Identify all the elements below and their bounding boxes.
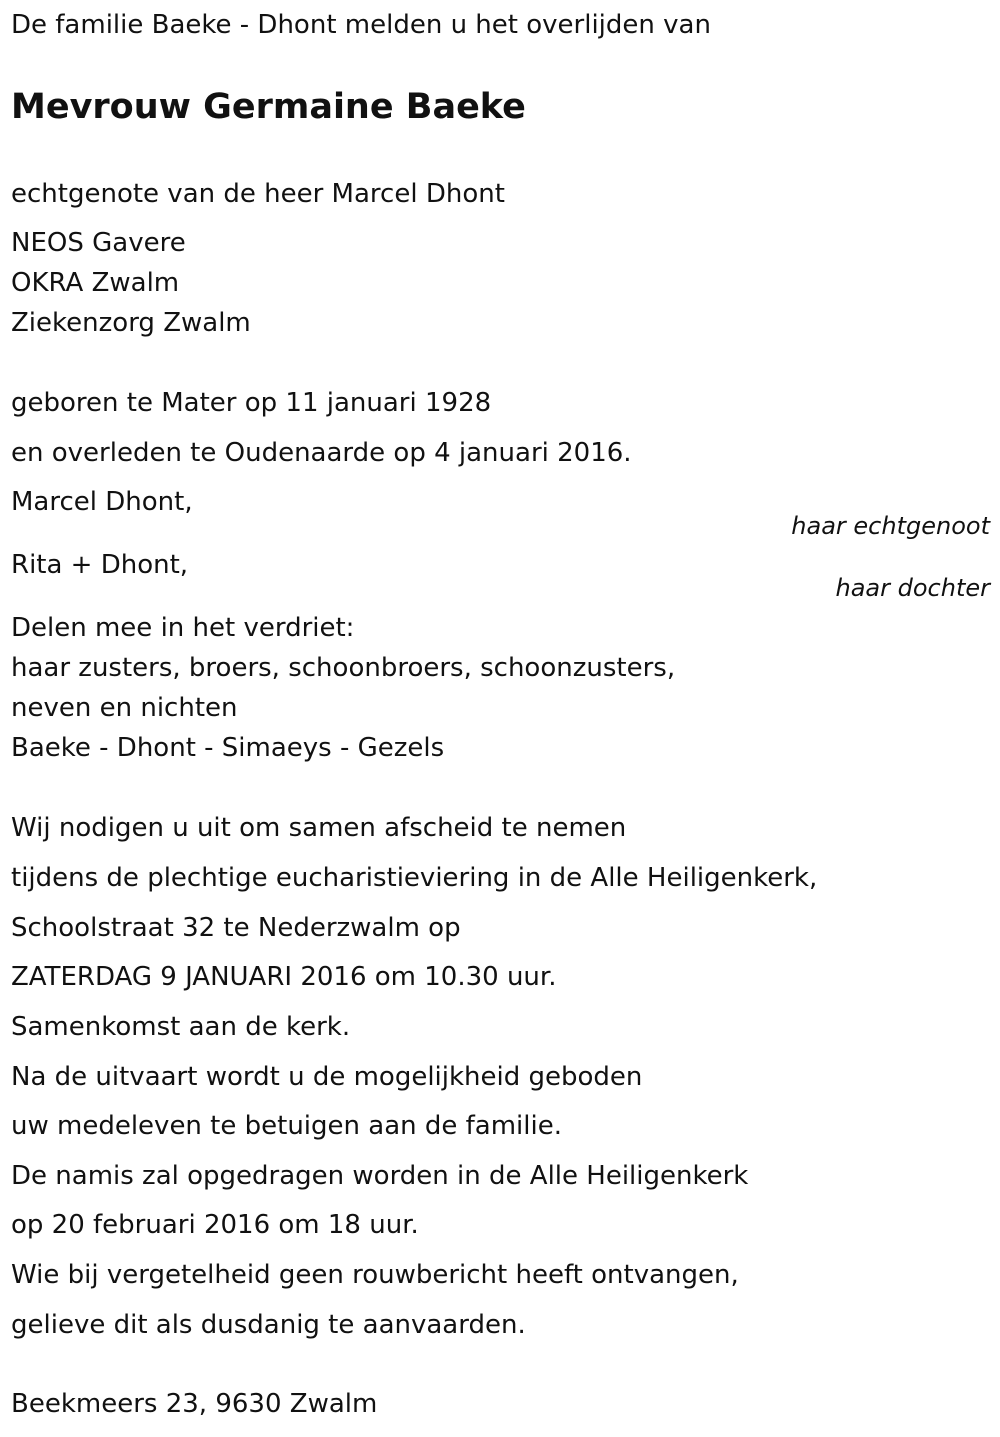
deceased-name: Mevrouw Germaine Baeke (11, 87, 526, 127)
sharing-line: Baeke - Dhont - Simaeys - Gezels (11, 733, 445, 763)
family-member-name: Rita + Dhont, (11, 550, 189, 580)
membership-item: NEOS Gavere (11, 228, 186, 258)
sharing-line: Delen mee in het verdriet: (11, 613, 355, 643)
membership-item: Ziekenzorg Zwalm (11, 308, 251, 338)
address-line: Beekmeers 23, 9630 Zwalm (11, 1389, 378, 1419)
family-member-relation: haar echtgenoot (791, 512, 990, 540)
invitation-line: op 20 februari 2016 om 18 uur. (11, 1210, 419, 1240)
invitation-line: Schoolstraat 32 te Nederzwalm op (11, 913, 461, 943)
invitation-line: uw medeleven te betuigen aan de familie. (11, 1111, 562, 1141)
invitation-line: tijdens de plechtige eucharistieviering in de Alle Heiligenkerk, (11, 863, 818, 893)
family-member-relation: haar dochter (835, 574, 990, 602)
invitation-line: De namis zal opgedragen worden in de Alle Heiligenkerk (11, 1161, 749, 1191)
invitation-line: Wij nodigen u uit om samen afscheid te nemen (11, 813, 627, 843)
death-line: en overleden te Oudenaarde op 4 januari 2016. (11, 438, 632, 468)
sharing-line: haar zusters, broers, schoonbroers, schoonzusters, (11, 653, 676, 683)
invitation-line: ZATERDAG 9 JANUARI 2016 om 10.30 uur. (11, 962, 557, 992)
sharing-line: neven en nichten (11, 693, 238, 723)
spouse-line: echtgenote van de heer Marcel Dhont (11, 179, 505, 209)
membership-item: OKRA Zwalm (11, 268, 180, 298)
invitation-line: gelieve dit als dusdanig te aanvaarden. (11, 1310, 526, 1340)
invitation-line: Wie bij vergetelheid geen rouwbericht heeft ontvangen, (11, 1260, 739, 1290)
invitation-line: Na de uitvaart wordt u de mogelijkheid geboden (11, 1062, 643, 1092)
family-member-name: Marcel Dhont, (11, 487, 193, 517)
invitation-line: Samenkomst aan de kerk. (11, 1012, 351, 1042)
intro-text: De familie Baeke - Dhont melden u het overlijden van (11, 10, 711, 40)
birth-line: geboren te Mater op 11 januari 1928 (11, 388, 492, 418)
